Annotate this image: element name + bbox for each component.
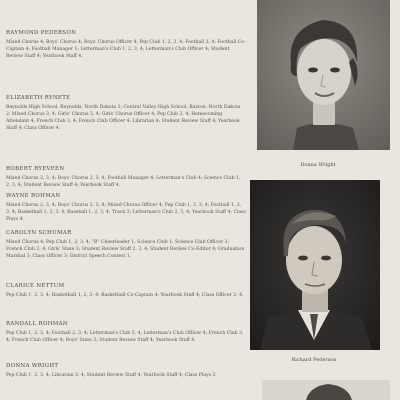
portrait-man-image: [250, 180, 380, 350]
senior-entry: [6, 30, 246, 60]
portrait-partial-image: [262, 380, 390, 400]
activities-text: Reynolds High School, Reynolds, North Dakota 1; Central Valley High School, Buxton, North Dakota 2; Mixed Chorus 3, 4; Girls' Chorus 3, 4; Girls' Chorus Officer 4; Pep Club 3, 4; Homecoming Attendant 4; French Club 3, 4; French Club Officer 4; Librarian 4; Student Review Staff 4; Yearbook Staff 4; Class Officer 4.: [6, 105, 241, 132]
senior-entry: [6, 283, 246, 299]
senior-entry: [6, 363, 246, 379]
portrait-photo: [250, 180, 380, 350]
portrait-photo: [257, 0, 390, 150]
senior-name: RAYMOND PEDERSON: [6, 30, 77, 36]
portrait-woman-image: [257, 0, 390, 150]
senior-entry: [6, 230, 246, 260]
activities-text: Mixed Chorus 2, 3, 4; Boys' Chorus 2, 3, 4; Mixed Chorus Officer 4; Pep Club 1, 2, 3, 4; Football 1, 2, 3, 4; Basketball 1, 2, 3, 4; Baseball 1, 2, 3, 4; Track 3; Letterman's Club 2, 3, 4; Yearbook Staff 4; Class Plays 4.: [6, 203, 246, 223]
activities-text: Mixed Chorus 2, 3, 4; Boys' Chorus 2, 3, 4; Football Manager 4; Letterman's Club 4; Science Club 1, 2, 3, 4; Student Review Staff 4; Yearbook Staff 4.: [6, 176, 241, 189]
activities-text: Pep Club 1, 2, 3, 4; Football 2, 3, 4; Letterman's Club 3, 4; Letterman's Club Officer 4; French Club 3, 4; French Club Officer 4; Boys' State 3; Student Review Staff 4; Yearbook Staff 4.: [6, 331, 244, 344]
senior-name: CAROLYN SCHUMAR: [6, 230, 72, 236]
senior-entry: [6, 166, 246, 189]
activities-text: Pep Club 1, 2, 3, 4; Librarian 3, 4; Student Review Staff 4; Yearbook Staff 4; Class Plays 3.: [6, 373, 217, 378]
photo-caption: Richard Pederson: [291, 357, 337, 363]
senior-name: WAYNE ROHMAN: [6, 193, 61, 199]
activities-text: Mixed Chorus 4; Boys' Chorus 4; Boys' Chorus Officer 4; Pep Club 1, 2, 3, 4; Football 3, 4; Football Co-Captain 4; Football Manager 1; Letterman's Club 1, 2, 3, 4; Letterman's Club Officer 4; Student Review Staff 4; Yearbook Staff 4.: [6, 40, 246, 60]
senior-entry: [6, 193, 246, 223]
senior-name: CLARICE NETTUM: [6, 283, 65, 289]
activities-text: Pep Club 1, 2, 3, 4; Basketball 1, 2, 3, 4; Basketball Co-Captain 4; Yearbook Staff 4; Class Officer 2, 4.: [6, 293, 244, 298]
senior-name: ELIZABETH RYNETE: [6, 95, 71, 101]
photo-caption: Donna Wright: [300, 162, 336, 168]
senior-entry: [6, 321, 246, 344]
activities-text: Mixed Chorus 4; Pep Club 1, 2, 3, 4; "B" Cheerleader 1; Science Club 1; Science Club Officer 3; French Club 3, 4; Girls' State 3; Student Review Staff 2, 3, 4; Student Review Co-Editor 4; Graduation Marshal 3; Class Officer 3; District Speech Contest 1.: [6, 240, 245, 260]
senior-entry: [6, 95, 246, 132]
senior-name: RANDALL ROHMAN: [6, 321, 68, 327]
portrait-photo-partial: [262, 380, 390, 400]
senior-name: ROBERT RYEVEEN: [6, 166, 65, 172]
senior-name: DONNA WRIGHT: [6, 363, 59, 369]
